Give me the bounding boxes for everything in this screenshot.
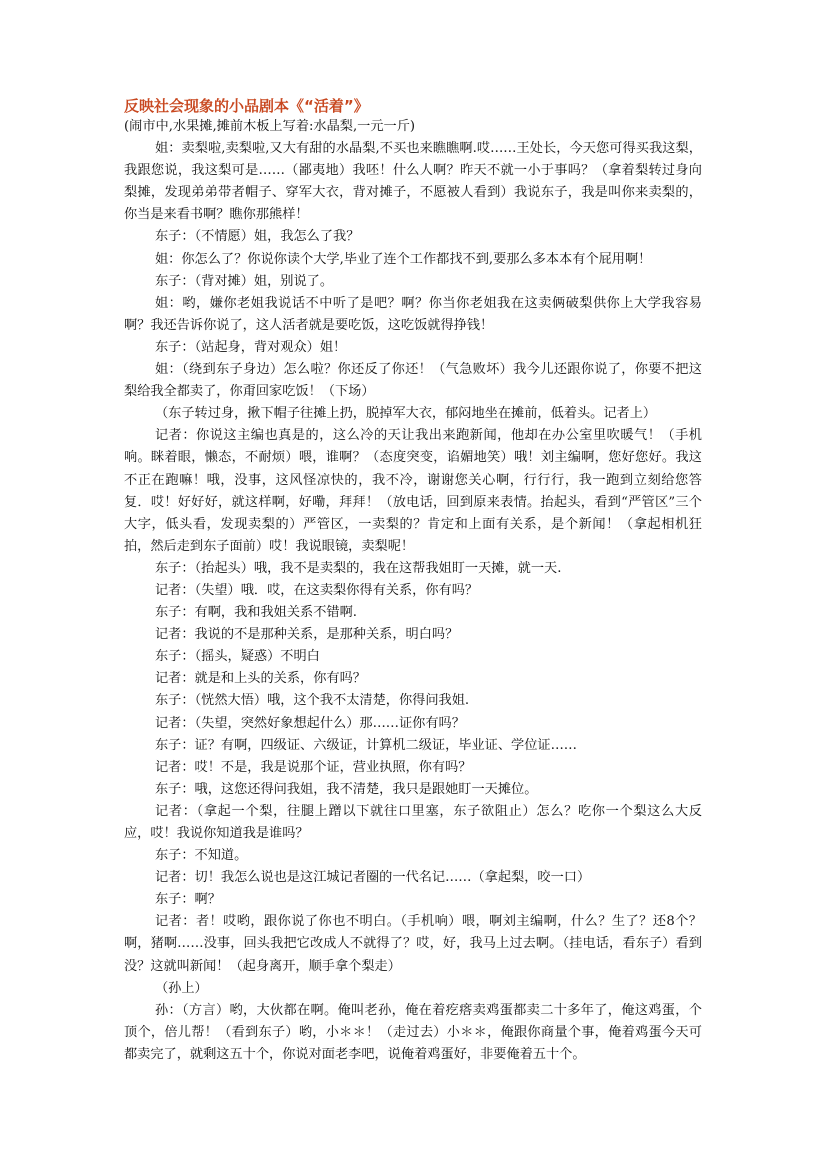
script-paragraph: 东子：（抬起头）哦，我不是卖梨的，我在这帮我姐盯一天摊，就一天.	[155, 560, 562, 576]
script-paragraph: 东子：啊？	[155, 892, 221, 908]
script-paragraph: 记者：就是和上头的关系，你有吗？	[155, 671, 366, 687]
script-paragraph: 孙：（方言）哟，大伙都在啊。俺叫老孙，俺在着疙瘩卖鸡蛋都卖二十多年了，俺这鸡蛋，个顶个，倍儿帮！（看到东子）哟，小＊＊！（走过去）小＊＊，俺跟你商量个事，俺着鸡蛋今天可都卖完了，就剩这五十个，你说对面老李吧，说俺着鸡蛋好，非要俺着五十个。	[124, 1002, 702, 1062]
script-paragraph: 记者：我说的不是那种关系，是那种关系，明白吗？	[155, 627, 459, 643]
script-paragraph: 东子：（不情愿）姐，我怎么了我？	[155, 229, 360, 245]
stage-direction: （孙上）	[155, 980, 208, 996]
script-paragraph: 东子：证？有啊，四级证、六级证，计算机二级证，毕业证、学位证……	[155, 737, 577, 753]
document-title: 反映社会现象的小品剧本《“活着”》	[124, 97, 369, 115]
script-paragraph: 记者：者！哎哟，跟你说了你也不明白。（手机响）喂，啊刘主编啊，什么？生了？还8个？啊，猪啊……没事，回头我把它改成人不就得了？哎，好，我马上过去啊。（挂电话，看东子）看到没？这就叫新闻！（起身离开，顺手拿个梨走）	[124, 914, 702, 974]
script-paragraph: 记者：（失望，突然好象想起什么）那……证你有吗？	[155, 715, 465, 731]
script-paragraph: 姐：哟，嫌你老姐我说话不中听了是吧？啊？你当你老姐我在这卖俩破梨供你上大学我容易啊？我还告诉你说了，这人活者就是要吃饭，这吃饭就得挣钱！	[124, 295, 702, 333]
script-paragraph: 东子：（背对摊）姐，别说了。	[155, 273, 334, 289]
script-paragraph: 东子：（站起身，背对观众）姐！	[155, 339, 347, 355]
script-paragraph: 姐：你怎么了？你说你读个大学,毕业了连个工作都找不到,要那么多本本有个屁用啊！	[155, 251, 652, 267]
script-paragraph: 东子：有啊，我和我姐关系不错啊.	[155, 605, 358, 621]
script-paragraph: 记者：你说这主编也真是的，这么冷的天让我出来跑新闻，他却在办公室里吹暖气！（手机响。眯着眼，懒态，不耐烦）喂，谁啊？（态度突变，谄媚地笑）哦！刘主编啊，您好您好。我这不正在跑嘛！哦，没事，这风怪凉快的，我不冷，谢谢您关心啊，行行行，我一跑到立刻给您答复．哎！好好好，就这样啊，好嘞，拜拜！（放电话，回到原来表情。抬起头，看到“严管区”三个大字，低头看，发现卖梨的）严管区，一卖梨的？肯定和上面有关系，是个新闻！（拿起相机狂拍，然后走到东子面前）哎！我说眼镜，卖梨呢！	[124, 428, 702, 554]
script-paragraph: 姐：（绕到东子身边）怎么啦？你还反了你还！（气急败坏）我今儿还跟你说了，你要不把这梨给我全都卖了，你甭回家吃饭！（下场）	[124, 362, 702, 400]
script-paragraph: 记者：切！我怎么说也是这江城记者圈的一代名记……（拿起梨，咬一口）	[155, 870, 591, 886]
script-paragraph: 东子：不知道。	[155, 848, 248, 864]
document-page	[124, 96, 702, 1066]
script-paragraph: 姐：卖梨啦,卖梨啦,又大有甜的水晶梨,不买也来瞧瞧啊.哎……王处长，今天您可得买我这梨，我跟您说，我这梨可是……（鄙夷地）我呸！什么人啊？昨天不就一小于事吗？（拿着梨转过身向梨摊，发现弟弟带者帽子、穿军大衣，背对摊子，不愿被人看到）我说东子，我是叫你来卖梨的，你当是来看书啊？瞧你那熊样！	[124, 141, 702, 223]
script-paragraph: 记者：（失望）哦．哎，在这卖梨你得有关系，你有吗？	[155, 582, 479, 598]
script-paragraph: 东子：（恍然大悟）哦，这个我不太清楚，你得问我姐.	[155, 693, 470, 709]
script-paragraph: 记者：（拿起一个梨，往腿上蹭以下就往口里塞，东子欲阻止）怎么？吃你一个梨这么大反应，哎！我说你知道我是谁吗？	[124, 803, 702, 841]
script-paragraph: 东子：哦，这您还得问我姐，我不清楚，我只是跟她盯一天摊位。	[155, 781, 538, 797]
stage-direction: (闹市中,水果摊,摊前木板上写着:水晶梨,一元一斤)	[124, 119, 416, 134]
script-paragraph: 记者：哎！不是，我是说那个证，营业执照，你有吗？	[155, 759, 472, 775]
stage-direction: （东子转过身，揪下帽子往摊上扔，脱掉军大衣，郁闷地坐在摊前，低着头。记者上）	[155, 406, 657, 422]
script-paragraph: 东子：（摇头，疑惑）不明白	[155, 649, 320, 665]
